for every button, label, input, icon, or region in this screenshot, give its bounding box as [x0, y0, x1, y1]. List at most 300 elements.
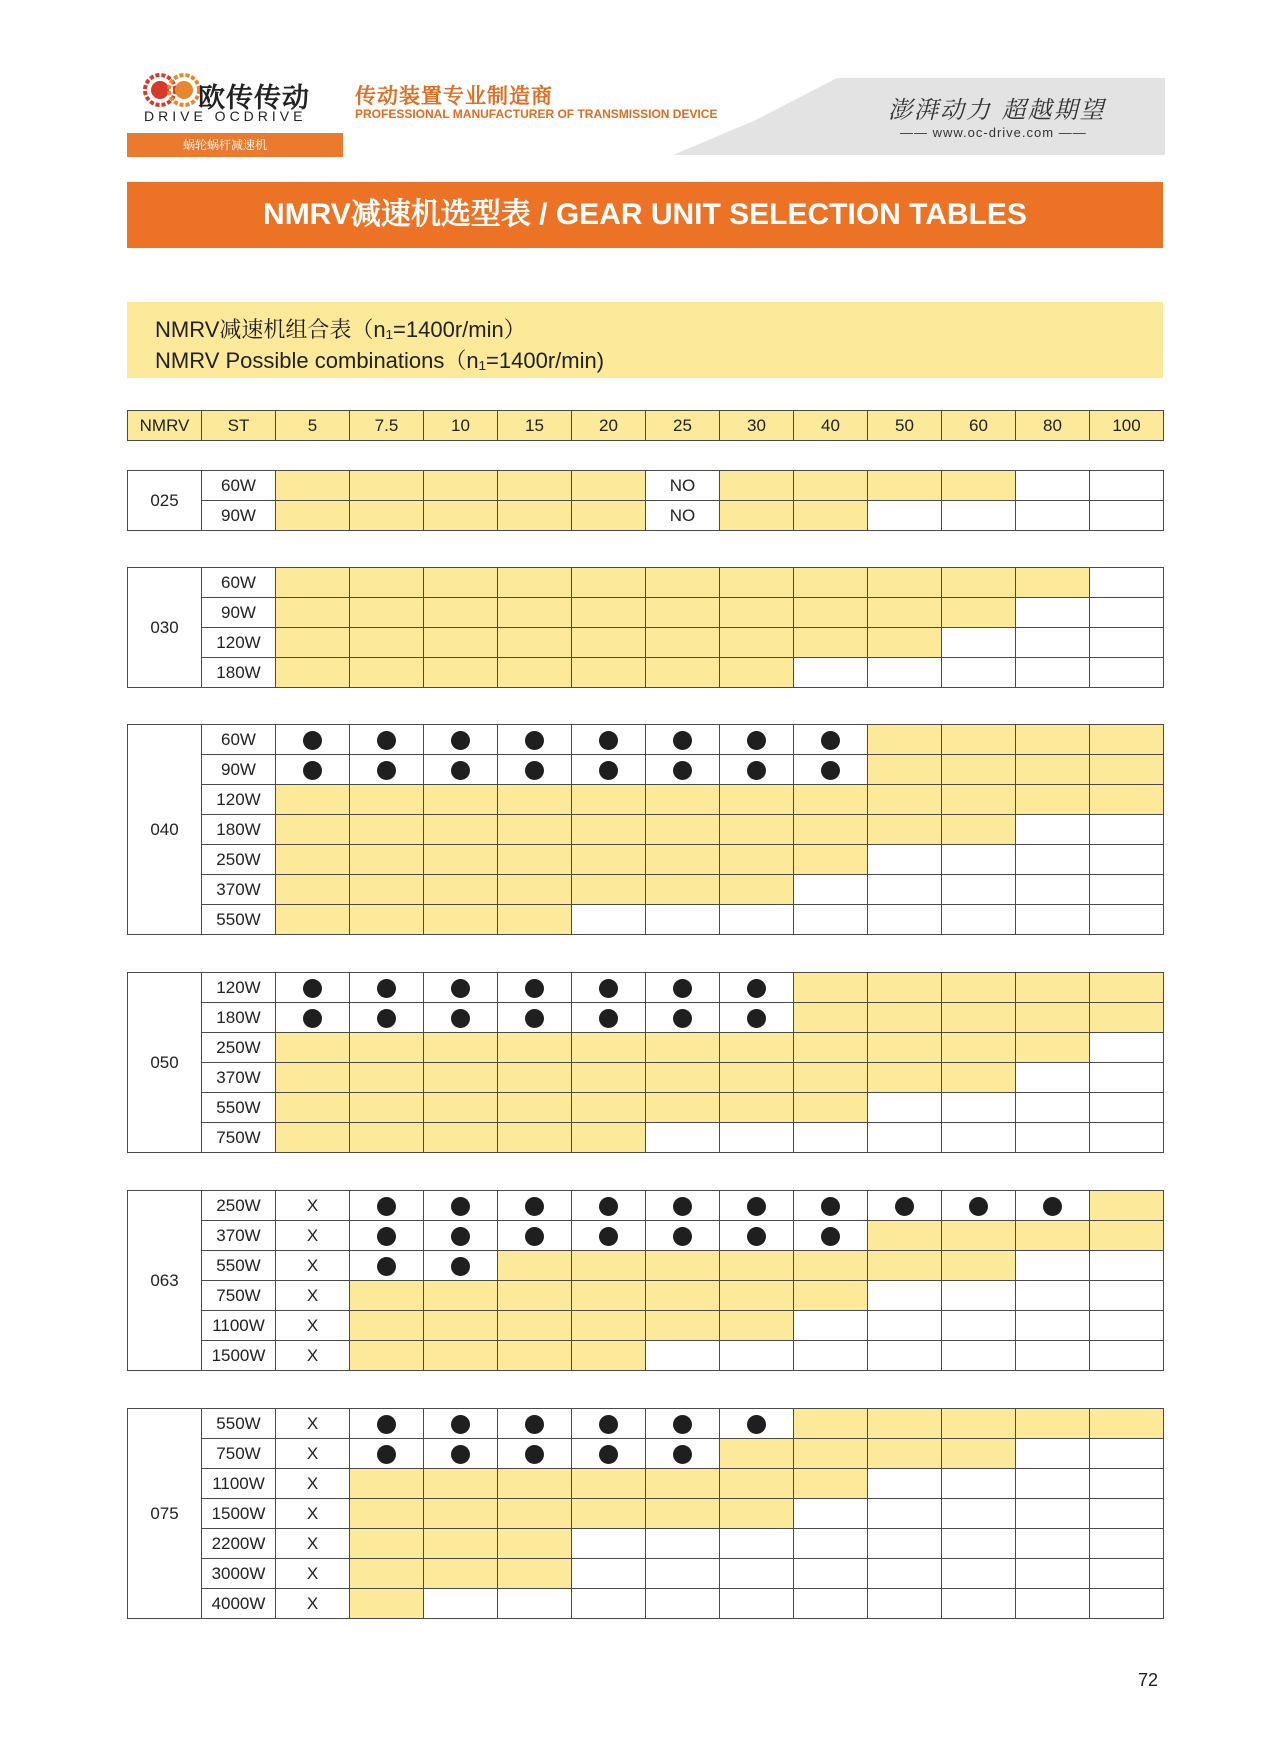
available-cell	[868, 568, 942, 598]
table-row	[128, 1341, 1164, 1371]
available-cell	[720, 815, 794, 845]
available-cell	[794, 845, 868, 875]
power-cell: 90W	[202, 755, 276, 785]
available-cell	[572, 598, 646, 628]
x-cell: X	[276, 1529, 350, 1559]
available-cell	[498, 568, 572, 598]
available-cell	[350, 815, 424, 845]
available-cell	[1016, 755, 1090, 785]
empty-cell	[942, 845, 1016, 875]
dot-cell	[720, 973, 794, 1003]
dot-cell	[720, 1409, 794, 1439]
available-cell	[572, 1063, 646, 1093]
power-cell: 550W	[202, 1251, 276, 1281]
dot-cell	[498, 1439, 572, 1469]
power-cell: 60W	[202, 471, 276, 501]
available-cell	[794, 815, 868, 845]
dot-cell	[424, 1251, 498, 1281]
available-cell	[868, 1221, 942, 1251]
available-cell	[498, 501, 572, 531]
empty-cell	[942, 1281, 1016, 1311]
table-row	[128, 905, 1164, 935]
empty-cell	[1016, 1311, 1090, 1341]
available-cell	[572, 1033, 646, 1063]
available-cell	[572, 1499, 646, 1529]
empty-cell	[942, 1311, 1016, 1341]
available-cell	[276, 658, 350, 688]
filled-dot-icon	[525, 1227, 544, 1246]
available-cell	[942, 725, 1016, 755]
dot-cell	[424, 725, 498, 755]
no-cell: NO	[646, 471, 720, 501]
available-cell	[720, 598, 794, 628]
available-cell	[498, 471, 572, 501]
power-cell: 3000W	[202, 1559, 276, 1589]
power-cell: 60W	[202, 725, 276, 755]
filled-dot-icon	[303, 761, 322, 780]
available-cell	[794, 1469, 868, 1499]
filled-dot-icon	[377, 979, 396, 998]
table-row	[128, 725, 1164, 755]
available-cell	[942, 973, 1016, 1003]
empty-cell	[572, 905, 646, 935]
dot-cell	[646, 1191, 720, 1221]
available-cell	[424, 845, 498, 875]
available-cell	[350, 658, 424, 688]
table-row	[128, 785, 1164, 815]
filled-dot-icon	[821, 1197, 840, 1216]
power-cell: 90W	[202, 598, 276, 628]
available-cell	[572, 1341, 646, 1371]
available-cell	[572, 471, 646, 501]
available-cell	[350, 471, 424, 501]
available-cell	[350, 1499, 424, 1529]
available-cell	[572, 628, 646, 658]
empty-cell	[646, 1341, 720, 1371]
dot-cell	[572, 755, 646, 785]
power-cell: 370W	[202, 1063, 276, 1093]
empty-cell	[868, 905, 942, 935]
x-cell: X	[276, 1559, 350, 1589]
available-cell	[1090, 1003, 1164, 1033]
empty-cell	[1090, 568, 1164, 598]
filled-dot-icon	[525, 731, 544, 750]
available-cell	[1016, 1033, 1090, 1063]
available-cell	[498, 1499, 572, 1529]
table-row	[128, 1191, 1164, 1221]
empty-cell	[1016, 471, 1090, 501]
empty-cell	[720, 1529, 794, 1559]
available-cell	[720, 1311, 794, 1341]
filled-dot-icon	[377, 761, 396, 780]
empty-cell	[646, 905, 720, 935]
available-cell	[424, 1281, 498, 1311]
empty-cell	[1016, 905, 1090, 935]
available-cell	[572, 815, 646, 845]
available-cell	[350, 875, 424, 905]
available-cell	[868, 1063, 942, 1093]
available-cell	[942, 815, 1016, 845]
dot-cell	[350, 1251, 424, 1281]
empty-cell	[1016, 1063, 1090, 1093]
model-cell: 063	[128, 1191, 202, 1371]
available-cell	[572, 1311, 646, 1341]
available-cell	[350, 785, 424, 815]
power-cell: 4000W	[202, 1589, 276, 1619]
available-cell	[498, 598, 572, 628]
empty-cell	[1090, 1559, 1164, 1589]
available-cell	[498, 785, 572, 815]
empty-cell	[1090, 1589, 1164, 1619]
available-cell	[868, 1251, 942, 1281]
available-cell	[1090, 1409, 1164, 1439]
dot-cell	[794, 1221, 868, 1251]
tagline-en: PROFESSIONAL MANUFACTURER OF TRANSMISSION DEVICE	[355, 107, 718, 121]
available-cell	[720, 1499, 794, 1529]
available-cell	[498, 815, 572, 845]
slogan: 澎湃动力 超越期望	[888, 96, 1106, 124]
filled-dot-icon	[747, 1197, 766, 1216]
available-cell	[498, 1341, 572, 1371]
available-cell	[424, 598, 498, 628]
filled-dot-icon	[451, 761, 470, 780]
dot-cell	[794, 755, 868, 785]
ratio-header-row	[128, 411, 1164, 441]
filled-dot-icon	[377, 1009, 396, 1028]
power-cell: 120W	[202, 973, 276, 1003]
available-cell	[572, 501, 646, 531]
empty-cell	[1090, 658, 1164, 688]
available-cell	[424, 1341, 498, 1371]
filled-dot-icon	[673, 761, 692, 780]
ratio-header-cell: 10	[424, 411, 498, 441]
available-cell	[350, 1469, 424, 1499]
empty-cell	[868, 875, 942, 905]
available-cell	[868, 755, 942, 785]
ratio-header-cell: 100	[1090, 411, 1164, 441]
empty-cell	[1090, 875, 1164, 905]
available-cell	[720, 845, 794, 875]
dot-cell	[720, 755, 794, 785]
x-cell: X	[276, 1311, 350, 1341]
ratio-header-cell: 15	[498, 411, 572, 441]
available-cell	[720, 1063, 794, 1093]
available-cell	[794, 471, 868, 501]
empty-cell	[1090, 1529, 1164, 1559]
empty-cell	[942, 1469, 1016, 1499]
empty-cell	[1016, 1093, 1090, 1123]
available-cell	[276, 471, 350, 501]
available-cell	[646, 845, 720, 875]
available-cell	[276, 1063, 350, 1093]
dot-cell	[350, 725, 424, 755]
available-cell	[942, 598, 1016, 628]
empty-cell	[1016, 1439, 1090, 1469]
available-cell	[1090, 1221, 1164, 1251]
available-cell	[794, 1439, 868, 1469]
power-cell: 250W	[202, 1033, 276, 1063]
dot-cell	[350, 1409, 424, 1439]
available-cell	[424, 905, 498, 935]
available-cell	[1090, 1191, 1164, 1221]
available-cell	[794, 1003, 868, 1033]
empty-cell	[1016, 1589, 1090, 1619]
available-cell	[720, 1251, 794, 1281]
available-cell	[276, 1093, 350, 1123]
available-cell	[942, 785, 1016, 815]
filled-dot-icon	[525, 1415, 544, 1434]
filled-dot-icon	[747, 1009, 766, 1028]
available-cell	[646, 598, 720, 628]
available-cell	[794, 1409, 868, 1439]
filled-dot-icon	[451, 1227, 470, 1246]
table-row	[128, 628, 1164, 658]
x-cell: X	[276, 1499, 350, 1529]
filled-dot-icon	[303, 731, 322, 750]
ratio-header-cell: 30	[720, 411, 794, 441]
table-row	[128, 1003, 1164, 1033]
available-cell	[646, 785, 720, 815]
filled-dot-icon	[525, 761, 544, 780]
dot-cell	[572, 1221, 646, 1251]
available-cell	[498, 1093, 572, 1123]
available-cell	[942, 1003, 1016, 1033]
filled-dot-icon	[451, 1197, 470, 1216]
available-cell	[720, 1469, 794, 1499]
x-cell: X	[276, 1589, 350, 1619]
page-number: 72	[1138, 1670, 1159, 1690]
filled-dot-icon	[747, 1415, 766, 1434]
available-cell	[1090, 755, 1164, 785]
available-cell	[794, 1281, 868, 1311]
available-cell	[572, 1093, 646, 1123]
empty-cell	[1090, 1063, 1164, 1093]
available-cell	[276, 568, 350, 598]
available-cell	[794, 628, 868, 658]
dot-cell	[720, 1003, 794, 1033]
empty-cell	[1016, 845, 1090, 875]
available-cell	[942, 1033, 1016, 1063]
empty-cell	[1090, 815, 1164, 845]
filled-dot-icon	[377, 1257, 396, 1276]
dot-cell	[572, 725, 646, 755]
dot-cell	[424, 755, 498, 785]
model-075-table	[127, 1408, 1164, 1619]
available-cell	[276, 815, 350, 845]
filled-dot-icon	[451, 1445, 470, 1464]
dot-cell	[646, 1439, 720, 1469]
dot-cell	[646, 725, 720, 755]
dot-cell	[572, 1191, 646, 1221]
filled-dot-icon	[377, 1227, 396, 1246]
filled-dot-icon	[673, 1227, 692, 1246]
empty-cell	[942, 658, 1016, 688]
model-063-table	[127, 1190, 1164, 1371]
available-cell	[498, 845, 572, 875]
empty-cell	[1090, 1281, 1164, 1311]
table-row	[128, 1033, 1164, 1063]
dot-cell	[794, 725, 868, 755]
dot-cell	[498, 1409, 572, 1439]
available-cell	[794, 1093, 868, 1123]
available-cell	[868, 973, 942, 1003]
ratio-header-cell: 7.5	[350, 411, 424, 441]
empty-cell	[868, 1589, 942, 1619]
table-row	[128, 815, 1164, 845]
available-cell	[794, 598, 868, 628]
available-cell	[1016, 785, 1090, 815]
filled-dot-icon	[451, 1009, 470, 1028]
available-cell	[720, 1439, 794, 1469]
empty-cell	[1090, 845, 1164, 875]
available-cell	[424, 568, 498, 598]
ratio-header-cell: 80	[1016, 411, 1090, 441]
available-cell	[646, 568, 720, 598]
filled-dot-icon	[525, 979, 544, 998]
empty-cell	[1090, 1251, 1164, 1281]
empty-cell	[720, 1589, 794, 1619]
table-row	[128, 755, 1164, 785]
available-cell	[1016, 725, 1090, 755]
empty-cell	[1090, 628, 1164, 658]
empty-cell	[1090, 905, 1164, 935]
subtitle-en: NMRV Possible combinations（n₁=1400r/min)	[155, 348, 605, 373]
table-row	[128, 1529, 1164, 1559]
dot-cell	[350, 1439, 424, 1469]
available-cell	[424, 785, 498, 815]
available-cell	[572, 845, 646, 875]
empty-cell	[1090, 471, 1164, 501]
available-cell	[1016, 1003, 1090, 1033]
available-cell	[424, 1559, 498, 1589]
dot-cell	[572, 973, 646, 1003]
empty-cell	[572, 1559, 646, 1589]
empty-cell	[942, 1499, 1016, 1529]
filled-dot-icon	[821, 1227, 840, 1246]
dot-cell	[498, 1221, 572, 1251]
empty-cell	[942, 1341, 1016, 1371]
filled-dot-icon	[525, 1445, 544, 1464]
table-row	[128, 845, 1164, 875]
available-cell	[276, 628, 350, 658]
available-cell	[498, 1251, 572, 1281]
filled-dot-icon	[747, 979, 766, 998]
empty-cell	[1016, 815, 1090, 845]
available-cell	[498, 905, 572, 935]
available-cell	[720, 471, 794, 501]
empty-cell	[646, 1559, 720, 1589]
dot-cell	[572, 1439, 646, 1469]
empty-cell	[1016, 1529, 1090, 1559]
filled-dot-icon	[303, 979, 322, 998]
empty-cell	[1016, 1281, 1090, 1311]
empty-cell	[794, 1589, 868, 1619]
empty-cell	[942, 501, 1016, 531]
available-cell	[942, 1063, 1016, 1093]
filled-dot-icon	[599, 731, 618, 750]
available-cell	[350, 1281, 424, 1311]
dot-cell	[572, 1003, 646, 1033]
empty-cell	[720, 1559, 794, 1589]
empty-cell	[868, 1341, 942, 1371]
empty-cell	[794, 1529, 868, 1559]
available-cell	[572, 568, 646, 598]
available-cell	[794, 1063, 868, 1093]
available-cell	[498, 1063, 572, 1093]
available-cell	[720, 1033, 794, 1063]
x-cell: X	[276, 1251, 350, 1281]
available-cell	[424, 471, 498, 501]
ratio-header-cell: 40	[794, 411, 868, 441]
available-cell	[646, 1063, 720, 1093]
available-cell	[424, 1469, 498, 1499]
available-cell	[868, 1439, 942, 1469]
dot-cell	[794, 1191, 868, 1221]
dot-cell	[572, 1409, 646, 1439]
dot-cell	[646, 1003, 720, 1033]
empty-cell	[942, 1093, 1016, 1123]
available-cell	[646, 1499, 720, 1529]
filled-dot-icon	[1043, 1197, 1062, 1216]
available-cell	[868, 598, 942, 628]
available-cell	[424, 1499, 498, 1529]
no-cell: NO	[646, 501, 720, 531]
dot-cell	[498, 1003, 572, 1033]
dot-cell	[646, 755, 720, 785]
available-cell	[646, 1093, 720, 1123]
available-cell	[720, 501, 794, 531]
available-cell	[868, 1033, 942, 1063]
brand-name-en: DRIVE OCDRIVE	[144, 108, 307, 124]
available-cell	[276, 501, 350, 531]
available-cell	[1090, 725, 1164, 755]
available-cell	[350, 1123, 424, 1153]
power-cell: 180W	[202, 658, 276, 688]
table-row	[128, 658, 1164, 688]
empty-cell	[794, 1341, 868, 1371]
empty-cell	[1016, 1499, 1090, 1529]
table-row	[128, 875, 1164, 905]
empty-cell	[942, 905, 1016, 935]
dot-cell	[350, 1221, 424, 1251]
available-cell	[942, 1439, 1016, 1469]
empty-cell	[942, 1529, 1016, 1559]
available-cell	[646, 815, 720, 845]
table-row	[128, 471, 1164, 501]
table-row	[128, 1093, 1164, 1123]
table-row	[128, 1311, 1164, 1341]
empty-cell	[868, 1281, 942, 1311]
available-cell	[794, 568, 868, 598]
empty-cell	[1090, 1469, 1164, 1499]
filled-dot-icon	[303, 1009, 322, 1028]
filled-dot-icon	[377, 1445, 396, 1464]
available-cell	[720, 568, 794, 598]
available-cell	[1016, 1221, 1090, 1251]
available-cell	[1016, 1409, 1090, 1439]
nmrv-header-cell: NMRV	[128, 411, 202, 441]
empty-cell	[868, 1093, 942, 1123]
filled-dot-icon	[673, 979, 692, 998]
available-cell	[350, 598, 424, 628]
table-row	[128, 1409, 1164, 1439]
dot-cell	[646, 1409, 720, 1439]
available-cell	[276, 905, 350, 935]
power-cell: 90W	[202, 501, 276, 531]
model-cell: 075	[128, 1409, 202, 1619]
power-cell: 120W	[202, 785, 276, 815]
available-cell	[646, 658, 720, 688]
